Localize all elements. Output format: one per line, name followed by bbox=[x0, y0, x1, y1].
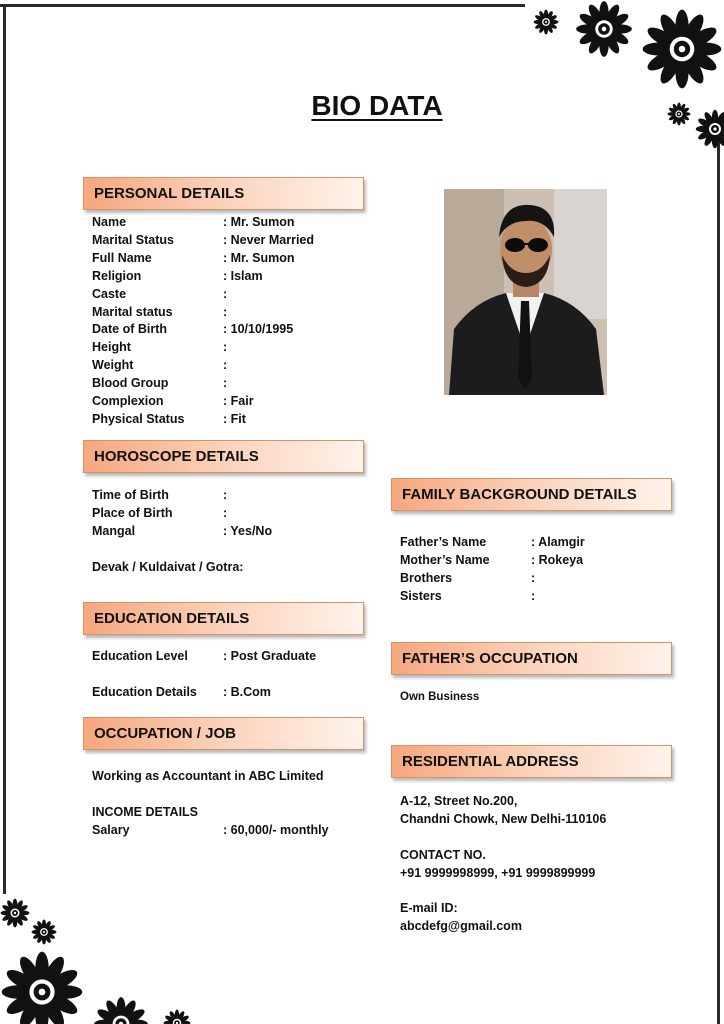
personal-label: Physical Status bbox=[92, 411, 185, 426]
salary-value: : 60,000/- monthly bbox=[223, 823, 329, 837]
salary-label: Salary bbox=[92, 823, 130, 837]
occupation-text: Working as Accountant in ABC Limited bbox=[92, 769, 324, 783]
personal-value: : Never Married bbox=[223, 232, 315, 247]
gotra-label: Devak / Kuldaivat / Gotra: bbox=[92, 560, 244, 574]
section-residential-address: RESIDENTIAL ADDRESS bbox=[391, 745, 672, 778]
personal-label: Name bbox=[92, 215, 127, 229]
personal-label: Religion bbox=[92, 268, 142, 283]
section-family-background: FAMILY BACKGROUND DETAILS bbox=[391, 478, 672, 511]
flower-icon bbox=[0, 950, 84, 1024]
address-line-1: A-12, Street No.200, bbox=[400, 794, 518, 808]
personal-label: Weight bbox=[92, 358, 134, 373]
education-level-value: : Post Graduate bbox=[223, 649, 317, 663]
section-personal-details: PERSONAL DETAILS bbox=[83, 177, 364, 210]
family-value: : Alamgir bbox=[531, 535, 585, 549]
family-value: : bbox=[531, 589, 536, 603]
contact-numbers: +91 9999998999, +91 9999899999 bbox=[400, 866, 596, 880]
personal-value: : 10/10/1995 bbox=[223, 322, 294, 337]
education-level-label: Education Level bbox=[92, 649, 188, 663]
page-title: BIO DATA bbox=[311, 90, 443, 121]
personal-value: : Mr. Sumon bbox=[223, 250, 295, 265]
personal-label: Height bbox=[92, 340, 131, 355]
personal-label: Marital Status bbox=[92, 232, 174, 247]
horoscope-label: Mangal bbox=[92, 524, 136, 538]
family-label: Mother’s Name bbox=[400, 553, 490, 567]
personal-label: Date of Birth bbox=[92, 322, 167, 337]
education-details-value: : B.Com bbox=[223, 685, 271, 699]
profile-photo-illustration bbox=[444, 189, 607, 395]
personal-value: : Fit bbox=[223, 411, 246, 426]
family-label: Father’s Name bbox=[400, 535, 487, 549]
personal-label: Marital status bbox=[92, 304, 173, 319]
horoscope-label: Time of Birth bbox=[92, 488, 169, 502]
income-details-heading: INCOME DETAILS bbox=[92, 805, 199, 819]
flower-icon bbox=[575, 0, 633, 58]
section-fathers-occupation: FATHER’S OCCUPATION bbox=[391, 642, 672, 675]
flower-icon bbox=[163, 1009, 191, 1024]
personal-label: Complexion bbox=[92, 394, 164, 408]
horoscope-value: : bbox=[223, 488, 228, 502]
flower-icon bbox=[695, 109, 724, 149]
personal-value: : bbox=[223, 340, 228, 355]
family-label: Sisters bbox=[400, 589, 442, 603]
flower-icon bbox=[641, 8, 723, 90]
personal-value: : bbox=[223, 376, 228, 391]
family-value: : Rokeya bbox=[531, 553, 584, 567]
section-horoscope-details: HOROSCOPE DETAILS bbox=[83, 440, 364, 473]
frame-top-line bbox=[0, 4, 525, 7]
horoscope-value: : Yes/No bbox=[223, 524, 273, 538]
horoscope-value: : bbox=[223, 506, 228, 520]
family-value: : bbox=[531, 571, 536, 585]
frame-right-line bbox=[717, 140, 720, 1024]
contact-heading: CONTACT NO. bbox=[400, 848, 486, 862]
email-heading: E-mail ID: bbox=[400, 901, 458, 915]
personal-value: : bbox=[223, 358, 228, 373]
personal-label: Blood Group bbox=[92, 376, 169, 391]
personal-label: Caste bbox=[92, 286, 127, 301]
education-details-label: Education Details bbox=[92, 685, 197, 699]
flower-icon bbox=[93, 996, 149, 1024]
flower-icon bbox=[31, 919, 57, 945]
section-occupation: OCCUPATION / JOB bbox=[83, 717, 364, 750]
flower-icon bbox=[667, 102, 691, 126]
fathers-occupation-text: Own Business bbox=[400, 691, 480, 703]
personal-value: : bbox=[223, 286, 228, 301]
email-value: abcdefg@gmail.com bbox=[400, 919, 522, 933]
family-label: Brothers bbox=[400, 571, 453, 585]
personal-value: : bbox=[223, 304, 228, 319]
frame-left-line bbox=[3, 4, 6, 894]
horoscope-label: Place of Birth bbox=[92, 506, 173, 520]
address-line-2: Chandni Chowk, New Delhi-110106 bbox=[400, 812, 607, 826]
profile-photo bbox=[444, 189, 607, 395]
flower-icon bbox=[533, 9, 559, 35]
personal-value: : Fair bbox=[223, 394, 254, 408]
personal-value: : Islam bbox=[223, 268, 263, 283]
section-education-details: EDUCATION DETAILS bbox=[83, 602, 364, 635]
personal-label: Full Name bbox=[92, 250, 152, 265]
personal-value: : Mr. Sumon bbox=[223, 215, 295, 229]
flower-icon bbox=[0, 898, 30, 928]
